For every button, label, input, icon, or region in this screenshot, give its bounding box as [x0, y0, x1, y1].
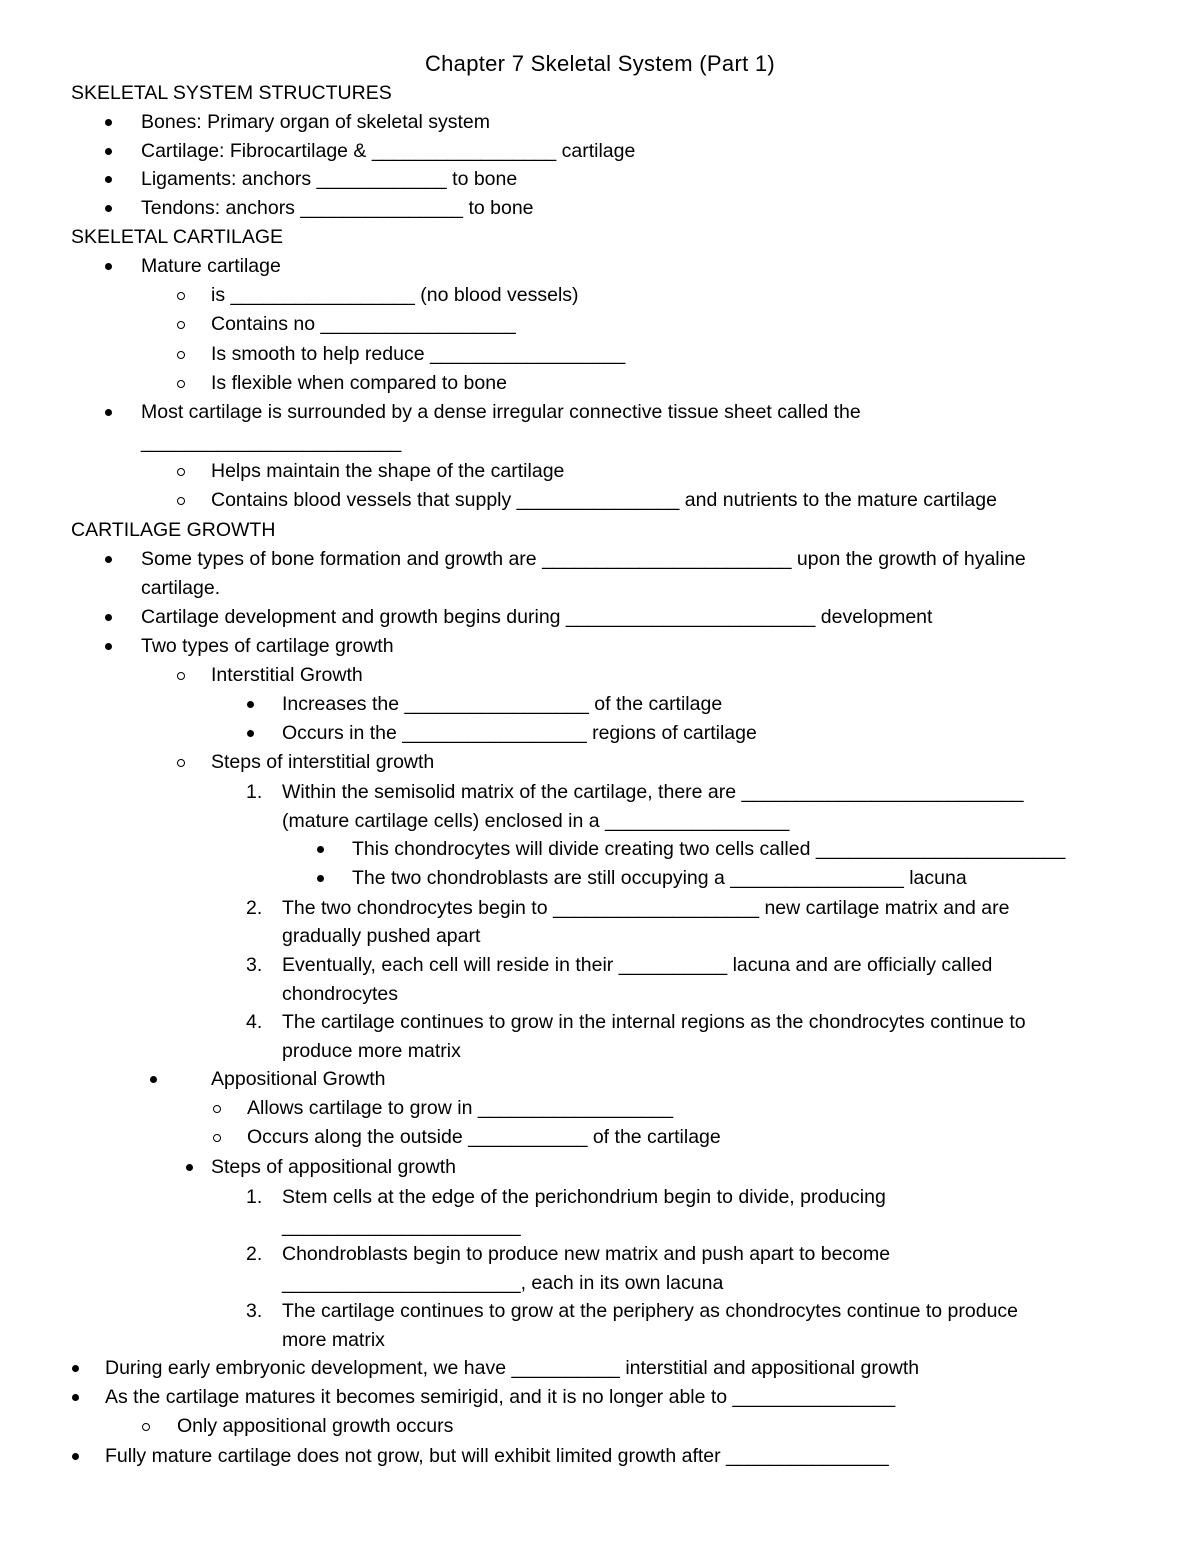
list-item: Bones: Primary organ of skeletal system	[141, 111, 490, 133]
section-heading-growth: CARTILAGE GROWTH	[71, 519, 276, 541]
section-heading-cartilage: SKELETAL CARTILAGE	[71, 226, 284, 248]
bullet-dot	[72, 1365, 79, 1372]
bullet-dot	[317, 846, 324, 853]
list-item-continuation: gradually pushed apart	[282, 925, 481, 947]
list-item: Only appositional growth occurs	[177, 1415, 454, 1437]
list-item: As the cartilage matures it becomes semirigid, and it is no longer able to _______________	[105, 1386, 896, 1408]
list-item: Contains no __________________	[211, 313, 516, 335]
bullet-circle	[177, 672, 185, 680]
list-item: Fully mature cartilage does not grow, but will exhibit limited growth after _______________	[105, 1445, 889, 1467]
bullet-circle	[177, 321, 185, 329]
list-item: Within the semisolid matrix of the cartilage, there are __________________________	[282, 781, 1024, 803]
bullet-dot	[105, 148, 112, 155]
list-item: Most cartilage is surrounded by a dense irregular connective tissue sheet called the	[141, 401, 861, 423]
bullet-circle	[177, 292, 185, 300]
bullet-dot	[317, 875, 324, 882]
bullet-circle	[213, 1105, 221, 1113]
list-item: The cartilage continues to grow at the periphery as chondrocytes continue to produce	[282, 1300, 1019, 1322]
list-item-continuation: ______________________	[282, 1215, 521, 1237]
list-item-continuation: cartilage.	[141, 577, 221, 599]
bullet-circle	[213, 1134, 221, 1142]
bullet-circle	[177, 759, 185, 767]
list-item: Steps of appositional growth	[211, 1156, 456, 1178]
bullet-dot	[72, 1453, 79, 1460]
list-item: Is smooth to help reduce __________________	[211, 343, 626, 365]
list-item-continuation: produce more matrix	[282, 1040, 461, 1062]
step-number: 4.	[246, 1011, 263, 1033]
bullet-circle	[177, 380, 185, 388]
step-number: 1.	[246, 1186, 263, 1208]
list-item: The cartilage continues to grow in the internal regions as the chondrocytes continue to	[282, 1011, 1026, 1033]
list-item: Interstitial Growth	[211, 664, 363, 686]
step-number: 2.	[246, 897, 263, 919]
bullet-dot	[105, 119, 112, 126]
list-item: Chondroblasts begin to produce new matrix and push apart to become	[282, 1243, 891, 1265]
list-item-continuation: (mature cartilage cells) enclosed in a _________________	[282, 810, 790, 832]
bullet-dot	[105, 556, 112, 563]
bullet-dot	[186, 1164, 193, 1171]
bullet-dot	[150, 1076, 157, 1083]
list-item: Cartilage development and growth begins during _______________________ development	[141, 606, 933, 628]
bullet-circle	[177, 351, 185, 359]
bullet-dot	[72, 1394, 79, 1401]
list-item: Ligaments: anchors ____________ to bone	[141, 168, 518, 190]
list-item: Stem cells at the edge of the perichondrium begin to divide, producing	[282, 1186, 886, 1208]
bullet-dot	[105, 643, 112, 650]
list-item-continuation: ________________________	[141, 431, 402, 453]
section-heading-structures: SKELETAL SYSTEM STRUCTURES	[71, 82, 392, 104]
step-number: 2.	[246, 1243, 263, 1265]
list-item: Appositional Growth	[211, 1068, 386, 1090]
list-item: Steps of interstitial growth	[211, 751, 435, 773]
list-item-continuation: chondrocytes	[282, 983, 398, 1005]
bullet-dot	[105, 176, 112, 183]
list-item: The two chondroblasts are still occupying a ________________ lacuna	[352, 867, 967, 889]
list-item: Increases the _________________ of the cartilage	[282, 693, 723, 715]
list-item: The two chondrocytes begin to ___________________ new cartilage matrix and are	[282, 897, 1010, 919]
bullet-dot	[247, 701, 254, 708]
list-item: During early embryonic development, we have __________ interstitial and appositional growth	[105, 1357, 920, 1379]
step-number: 3.	[246, 954, 263, 976]
list-item: Occurs in the _________________ regions of cartilage	[282, 722, 757, 744]
page-title: Chapter 7 Skeletal System (Part 1)	[424, 51, 776, 76]
step-number: 1.	[246, 781, 263, 803]
bullet-circle	[177, 497, 185, 505]
list-item: Is flexible when compared to bone	[211, 372, 507, 394]
bullet-dot	[247, 730, 254, 737]
list-item: Occurs along the outside ___________ of the cartilage	[247, 1126, 721, 1148]
list-item: Some types of bone formation and growth are _______________________ upon the growth of hyaline	[141, 548, 1026, 570]
bullet-circle	[142, 1423, 150, 1431]
list-item: Contains blood vessels that supply _______________ and nutrients to the mature cartilage	[211, 489, 997, 511]
list-item: Tendons: anchors _______________ to bone	[141, 197, 534, 219]
list-item-continuation: ______________________, each in its own lacuna	[282, 1272, 724, 1294]
bullet-circle	[177, 468, 185, 476]
list-item: Helps maintain the shape of the cartilage	[211, 460, 565, 482]
bullet-dot	[105, 205, 112, 212]
list-item: This chondrocytes will divide creating two cells called _______________________	[352, 838, 1066, 860]
list-item: Eventually, each cell will reside in their __________ lacuna and are officially called	[282, 954, 993, 976]
bullet-dot	[105, 614, 112, 621]
list-item: Mature cartilage	[141, 255, 281, 277]
bullet-dot	[105, 263, 112, 270]
list-item: is _________________ (no blood vessels)	[211, 284, 579, 306]
step-number: 3.	[246, 1300, 263, 1322]
list-item: Cartilage: Fibrocartilage & _________________ cartilage	[141, 140, 636, 162]
list-item: Two types of cartilage growth	[141, 635, 394, 657]
list-item-continuation: more matrix	[282, 1329, 385, 1351]
bullet-dot	[105, 409, 112, 416]
list-item: Allows cartilage to grow in __________________	[247, 1097, 674, 1119]
